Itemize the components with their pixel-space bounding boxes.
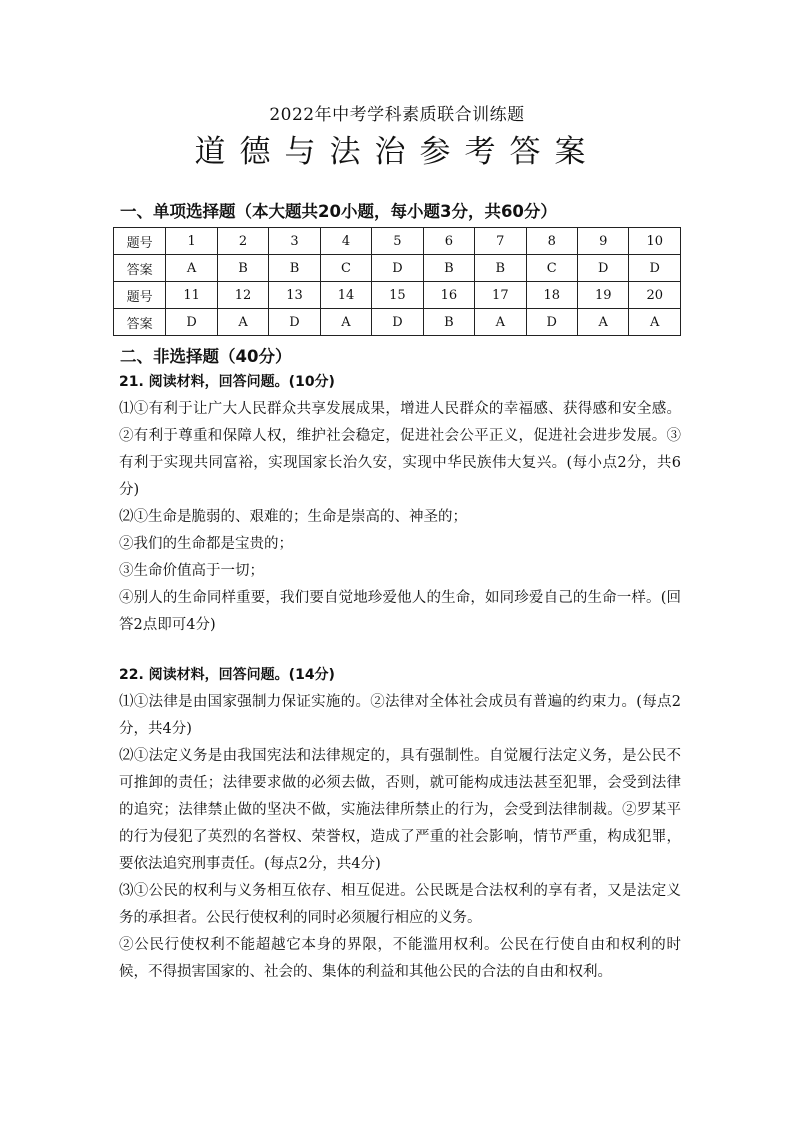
answer-paragraph: ⑶①公民的权利与义务相互依存、相互促进。公民既是合法权利的享有者，又是法定义务的承担者。公民行使权利的同时必须履行相应的义务。	[119, 883, 681, 926]
answer-cell: D	[578, 255, 629, 282]
exam-subtitle: 2022年中考学科素质联合训练题	[269, 105, 525, 125]
section-open-questions-heading: 二、非选择题（40分）	[120, 347, 292, 366]
answer-paragraph: ⑴①有利于让广大人民群众共享发展成果，增进人民群众的幸福感、获得感和安全感。②有利于尊重和保障人权，维护社会稳定，促进社会公平正义，促进社会进步发展。③有利于实现共同富裕，实现国家长治久安，实现中华民族伟大复兴。(每小点2分，共6分)	[119, 401, 681, 498]
answer-cell: B	[423, 309, 474, 336]
answer-cell: B	[217, 255, 268, 282]
answer-cell: B	[475, 255, 526, 282]
question-22-title: 22. 阅读材料，回答问题。(14分)	[119, 667, 335, 683]
row-label-answer: 答案	[114, 255, 166, 282]
answer-cell: D	[372, 309, 423, 336]
answer-paragraph: ⑴①法律是由国家强制力保证实施的。②法律对全体社会成员有普遍的约束力。(每点2分，共4分)	[119, 694, 681, 737]
question-number: 20	[629, 282, 681, 309]
row-label-answer: 答案	[114, 309, 166, 336]
question-number: 9	[578, 228, 629, 255]
answer-cell: A	[217, 309, 268, 336]
question-number: 14	[320, 282, 371, 309]
section-multiple-choice-heading: 一、单项选择题（本大题共20小题，每小题3分，共60分）	[120, 202, 557, 221]
question-number: 5	[372, 228, 423, 255]
table-row	[114, 309, 681, 336]
question-number: 7	[475, 228, 526, 255]
answer-paragraph: ④别人的生命同样重要，我们要自觉地珍爱他人的生命，如同珍爱自己的生命一样。(回答2点即可4分)	[119, 590, 681, 633]
answer-paragraph: ⑵①法定义务是由我国宪法和法律规定的，具有强制性。自觉履行法定义务，是公民不可推卸的责任；法律要求做的必须去做，否则，就可能构成违法甚至犯罪，会受到法律的追究；法律禁止做的坚决不做，实施法律所禁止的行为，会受到法律制裁。②罗某平的行为侵犯了英烈的名誉权、荣誉权，造成了严重的社会影响，情节严重，构成犯罪，要依法追究刑事责任。(每点2分，共4分)	[119, 748, 681, 872]
row-label-question: 题号	[114, 228, 166, 255]
question-number: 12	[217, 282, 268, 309]
answer-cell: A	[320, 309, 371, 336]
table-row	[114, 255, 681, 282]
page-title: 道德与法治参考答案	[194, 134, 600, 170]
question-number: 6	[423, 228, 474, 255]
question-number: 2	[217, 228, 268, 255]
answer-paragraph: ⑵①生命是脆弱的、艰难的；生命是崇高的、神圣的；	[119, 509, 467, 525]
question-number: 13	[269, 282, 320, 309]
answer-key-table	[113, 227, 681, 336]
answer-paragraph: ③生命价值高于一切；	[119, 563, 264, 579]
answer-cell: A	[629, 309, 681, 336]
row-label-question: 题号	[114, 282, 166, 309]
answer-cell: A	[475, 309, 526, 336]
answer-cell: D	[629, 255, 681, 282]
answer-paragraph: ②我们的生命都是宝贵的；	[119, 536, 293, 552]
question-number: 10	[629, 228, 681, 255]
answer-cell: A	[166, 255, 217, 282]
question-number: 18	[526, 282, 577, 309]
answer-cell: D	[166, 309, 217, 336]
question-number: 11	[166, 282, 217, 309]
question-number: 16	[423, 282, 474, 309]
question-21-title: 21. 阅读材料，回答问题。(10分)	[119, 374, 335, 390]
question-number: 19	[578, 282, 629, 309]
question-number: 8	[526, 228, 577, 255]
question-number: 17	[475, 282, 526, 309]
answer-cell: C	[320, 255, 371, 282]
answer-cell: B	[269, 255, 320, 282]
question-21-answer	[119, 369, 681, 639]
question-number: 1	[166, 228, 217, 255]
answer-cell: A	[578, 309, 629, 336]
question-22-answer	[119, 662, 681, 986]
table-row	[114, 228, 681, 255]
table-row	[114, 282, 681, 309]
question-number: 4	[320, 228, 371, 255]
question-number: 3	[269, 228, 320, 255]
answer-cell: D	[526, 309, 577, 336]
question-number: 15	[372, 282, 423, 309]
answer-cell: C	[526, 255, 577, 282]
answer-cell: D	[269, 309, 320, 336]
answer-paragraph: ②公民行使权利不能超越它本身的界限，不能滥用权利。公民在行使自由和权利的时候，不得损害国家的、社会的、集体的利益和其他公民的合法的自由和权利。	[119, 937, 681, 980]
answer-cell: B	[423, 255, 474, 282]
answer-cell: D	[372, 255, 423, 282]
